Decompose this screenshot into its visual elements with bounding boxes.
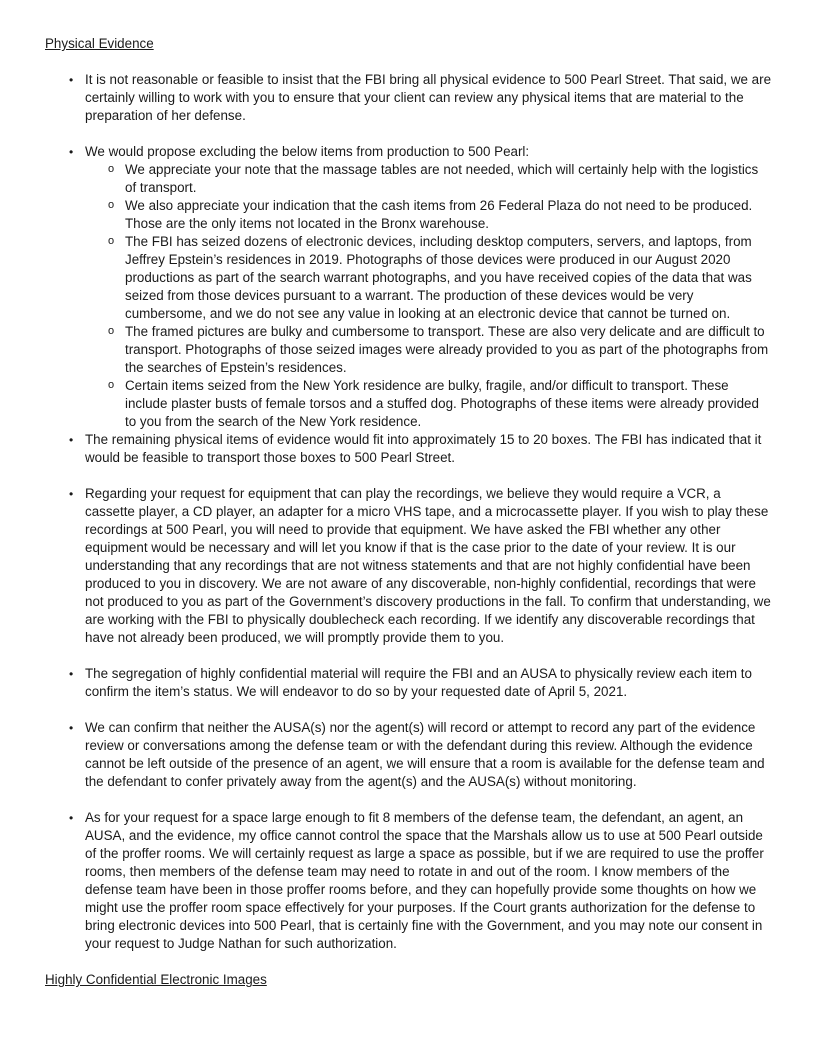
bullet-exclusions-text: We would propose excluding the below items from production to 500 Pearl: [85, 144, 530, 159]
sub-bullet-framed-pictures: o The framed pictures are bulky and cumbersome to transport. These are also very delicate and are difficult to transport. Photographs of those seized images were already provided to you as part of the photographs from the searches of Epstein’s residences. [85, 323, 772, 377]
bullet-no-recording: • We can confirm that neither the AUSA(s) nor the agent(s) will record or attempt to record any part of the evidence review or conversations among the defense team or with the defendant during this review. Although the evidence cannot be left outside of the presence of an agent, we will ensure that a room is available for the defense team and the defendant to confer privately away from the agent(s) and the AUSA(s) without monitoring. [45, 719, 772, 791]
sub-bullet-electronic-devices: o The FBI has seized dozens of electronic devices, including desktop computers, servers, and laptops, from Jeffrey Epstein’s residences in 2019. Photographs of those devices were produced in our August 2020 productions as part of the search warrant photographs, and you have received copies of the data that was seized from those devices pursuant to a warrant. The production of these devices would be very cumbersome, and we do not see any value in looking at an electronic device that cannot be turned on. [85, 233, 772, 323]
sub-bullet-massage-tables: o We appreciate your note that the massage tables are not needed, which will certainly help with the logistics of transport. [85, 161, 772, 197]
exclusions-sub-list [85, 161, 772, 431]
sub-bullet-ny-residence-items: o Certain items seized from the New York residence are bulky, fragile, and/or difficult to transport. These include plaster busts of female torsos and a stuffed dog. Photographs of these items were already provided to you from the search of the New York residence. [85, 377, 772, 431]
bullet-exclusions [45, 143, 772, 431]
bullet-segregation: • The segregation of highly confidential material will require the FBI and an AUSA to physically review each item to confirm the item’s status. We will endeavor to do so by your requested date of April 5, 2021. [45, 665, 772, 701]
sub-bullet-cash-items: o We also appreciate your indication that the cash items from 26 Federal Plaza do not need to be produced. Those are the only items not located in the Bronx warehouse. [85, 197, 772, 233]
bullet-feasibility: • It is not reasonable or feasible to insist that the FBI bring all physical evidence to 500 Pearl Street. That said, we are certainly willing to work with you to ensure that your client can review any physical items that are material to the preparation of her defense. [45, 71, 772, 125]
evidence-bullet-list [45, 71, 772, 953]
bullet-space-request: • As for your request for a space large enough to fit 8 members of the defense team, the defendant, an agent, an AUSA, and the evidence, my office cannot control the space that the Marshals allow us to use at 500 Pearl outside of the proffer rooms. We will certainly request as large a space as possible, but if we are required to use the proffer rooms, then members of the defense team may need to rotate in and out of the room. I know members of the defense team have been in those proffer rooms before, and they can hopefully provide some thoughts on how we might use the proffer room space effectively for your purposes. If the Court grants authorization for the defense to bring electronic devices into 500 Pearl, that is certainly fine with the Government, and you may note our consent in your request to Judge Nathan for such authorization. [45, 809, 772, 953]
highly-confidential-heading: Highly Confidential Electronic Images [45, 972, 267, 987]
physical-evidence-heading: Physical Evidence [45, 36, 154, 51]
bullet-remaining-items: • The remaining physical items of evidence would fit into approximately 15 to 20 boxes. The FBI has indicated that it would be feasible to transport those boxes to 500 Pearl Street. [45, 431, 772, 467]
bullet-recording-equipment: • Regarding your request for equipment that can play the recordings, we believe they would require a VCR, a cassette player, a CD player, an adapter for a micro VHS tape, and a microcassette player. If you wish to play these recordings at 500 Pearl, you will need to provide that equipment. We have asked the FBI whether any other equipment would be necessary and will let you know if that is the case prior to the date of your review. It is our understanding that any recordings that are not witness statements and that are not highly confidential have been produced to you in discovery. We are not aware of any discoverable, non-highly confidential, recordings that were not produced to you as part of the Government’s discovery productions in the fall. To confirm that understanding, we are working with the FBI to physically doublecheck each recording. If we identify any discoverable recordings that have not already been produced, we will promptly provide them to you. [45, 485, 772, 647]
